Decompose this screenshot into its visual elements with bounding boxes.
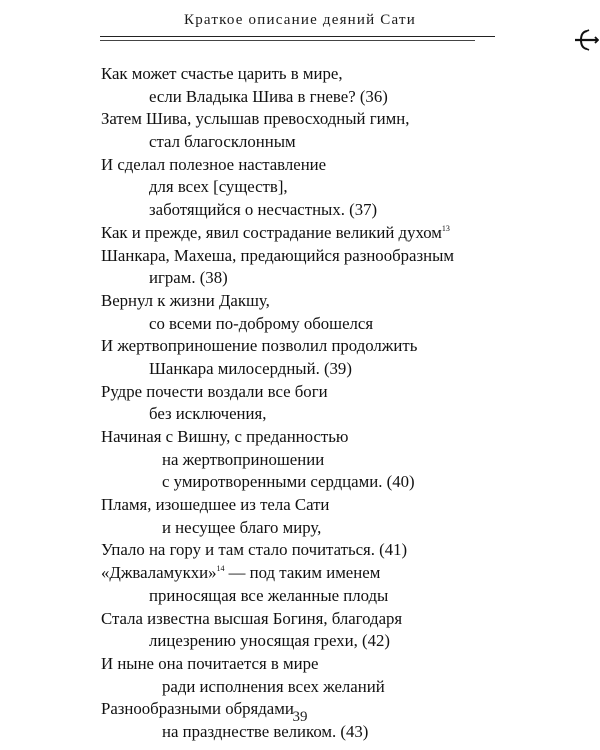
verse-line <box>101 426 571 449</box>
verse-line <box>101 63 571 86</box>
verse-line-text: Как и прежде, явил сострадание великий духом <box>101 222 442 242</box>
verse-line <box>101 381 571 404</box>
verse-line-text: Начиная с Вишну, с преданностью <box>101 427 349 446</box>
verse-line-text: Шанкара милосердный. (39) <box>149 358 352 378</box>
verse-line-continuation: — под таким именем <box>224 563 381 583</box>
verse-line-text: Шанкара, Махеша, предающийся разнообразным <box>101 245 454 265</box>
trident-icon <box>573 29 599 51</box>
verse-line-text: Затем Шива, услышав превосходный гимн, <box>101 109 410 129</box>
verse-line <box>101 585 571 608</box>
running-header-title: Краткое описание деяний Сати <box>184 12 416 28</box>
verse-line <box>101 653 571 676</box>
verse-line <box>101 539 571 562</box>
verse-line-text: И сделал полезное наставление <box>101 154 327 174</box>
verse-line <box>101 199 571 222</box>
verse-line-text: Рудре почести воздали все боги <box>101 381 328 401</box>
page-number: 39 <box>292 709 308 725</box>
verse-line <box>101 131 571 154</box>
verse-line <box>101 176 571 199</box>
verse-line-text: на жертвоприношении <box>162 449 325 469</box>
verse-line <box>101 494 571 517</box>
verse-line <box>101 108 571 131</box>
verse-line <box>101 608 571 631</box>
verse-line <box>101 403 571 426</box>
verse-line-text: Упало на гору и там стало почитаться. (41) <box>101 540 408 560</box>
verse-line-text: ради исполнения всех желаний <box>162 676 385 696</box>
verse-line <box>101 676 571 699</box>
verse-line <box>101 154 571 177</box>
verse-line <box>101 335 571 358</box>
verse-line-text: И ныне она почитается в мире <box>101 653 319 673</box>
verse-line-text: Вернул к жизни Дакшу, <box>101 290 270 310</box>
verse-line <box>101 86 571 109</box>
verse-line-text: стал благосклонным <box>149 132 296 152</box>
running-header <box>100 12 500 42</box>
verse-line-text: Пламя, изошедшее из тела Сати <box>101 495 330 515</box>
verse-line-text: Разнообразными обрядами <box>101 699 294 719</box>
verse-line <box>101 449 571 472</box>
verse-line-text: Стала известна высшая Богиня, благодаря <box>101 608 403 628</box>
verse-line <box>101 290 571 313</box>
verse-text <box>101 63 571 744</box>
verse-line-text: Как может счастье царить в мире, <box>101 64 343 83</box>
header-rule <box>100 36 495 37</box>
footnote-marker: 13 <box>441 223 450 233</box>
verse-line <box>101 313 571 336</box>
verse-line <box>101 630 571 653</box>
verse-line-text: заботящийся о несчастных. (37) <box>149 200 378 220</box>
verse-line <box>101 222 571 245</box>
verse-line <box>101 562 571 585</box>
verse-line-text: с умиротворенными сердцами. (40) <box>162 472 415 492</box>
verse-line-text: на празднестве великом. (43) <box>162 721 369 741</box>
footnote-marker: 14 <box>216 564 225 574</box>
verse-line-text: играм. (38) <box>149 268 228 288</box>
verse-line-text: без исключения, <box>149 404 267 424</box>
verse-line <box>101 471 571 494</box>
verse-line-text: лицезрению уносящая грехи, (42) <box>149 631 391 651</box>
verse-line-text: со всеми по-доброму обошелся <box>149 313 374 333</box>
verse-line-text: для всех [существ], <box>149 177 288 197</box>
header-rule-thin <box>100 40 475 41</box>
verse-line-text: приносящая все желанные плоды <box>149 585 389 605</box>
verse-line <box>101 245 571 268</box>
verse-line-text: И жертвоприношение позволил продолжить <box>101 336 418 356</box>
verse-line <box>101 517 571 540</box>
verse-line-text: «Джваламукхи» <box>101 563 217 583</box>
verse-line-text: и несущее благо миру, <box>162 517 322 537</box>
verse-line-text: если Владыка Шива в гневе? (36) <box>149 86 388 106</box>
verse-line <box>101 358 571 381</box>
verse-line <box>101 267 571 290</box>
